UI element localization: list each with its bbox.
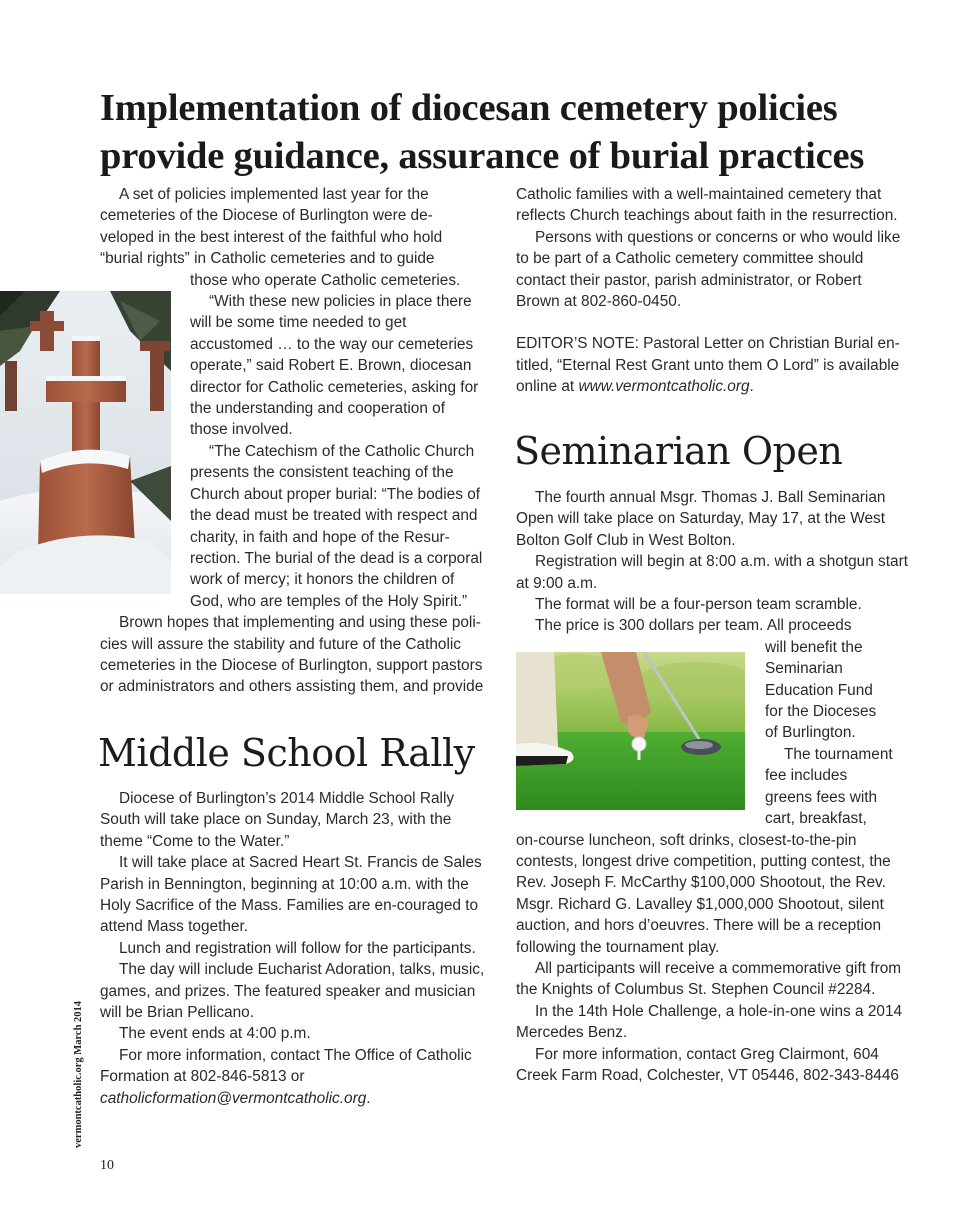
image-wrapped-text <box>100 270 485 613</box>
editor-note-suffix: . <box>749 378 754 396</box>
seminarian-paragraph-line: cart, breakfast, <box>765 810 867 828</box>
seminarian-paragraph: In the 14th Hole Challenge, a hole-in-one wins a 2014 Mercedes Benz. <box>516 1002 903 1042</box>
article-paragraph-line: veloped in the best interest of the faithful who hold <box>100 228 443 246</box>
rally-paragraph: It will take place at Sacred Heart St. Francis de Sales Parish in Bennington, beginning at 10:00 a.m. with the Holy Sacrifice of the Mass. Families are en-couraged to attend Mass together. <box>100 854 482 936</box>
seminarian-paragraph: Registration will begin at 8:00 a.m. with a shotgun start at 9:00 a.m. <box>516 553 908 592</box>
editor-note <box>516 333 908 397</box>
seminarian-paragraph-line: of Burlington. <box>765 724 856 742</box>
seminarian-paragraph: The fourth annual Msgr. Thomas J. Ball Seminarian Open will take place on Saturday, May 17, at the West Bolton Golf Club in West Bolton. <box>516 489 886 549</box>
article-headline: Implementation of diocesan cemetery policies provide guidance, assurance of burial practices <box>100 87 865 177</box>
seminarian-paragraph-line: Seminarian <box>765 660 843 678</box>
seminarian-paragraph: The format will be a four-person team scramble. <box>535 596 862 614</box>
rally-paragraph: The day will include Eucharist Adoration, talks, music, games, and prizes. The featured speaker and musician will be Brian Pellicano. <box>100 961 485 1022</box>
image-wrapped-text <box>516 637 908 830</box>
vertical-site-label: vermontcatholic.org March 2014 <box>73 1000 84 1148</box>
editor-note-link[interactable]: www.vermontcatholic.org <box>578 378 750 396</box>
rally-paragraph: Diocese of Burlington’s 2014 Middle School Rally South will take place on Sunday, March 23, with the theme “Come to the Water.” <box>100 790 455 850</box>
article-paragraph-line: those who operate Catholic cemeteries. <box>190 271 461 289</box>
article-left-column <box>100 184 485 698</box>
seminarian-paragraph-line: Education Fund <box>765 681 873 699</box>
rally-contact <box>100 1045 485 1109</box>
seminarian-paragraph-line: for the Dioceses <box>765 703 877 721</box>
rally-paragraph: The event ends at 4:00 p.m. <box>119 1025 311 1043</box>
seminarian-paragraph-line: The price is 300 dollars per team. All proceeds <box>535 617 852 635</box>
article-paragraph: Catholic families with a well-maintained cemetery that reflects Church teachings about faith in the resurrection. <box>516 186 898 225</box>
article-paragraph-line: A set of policies implemented last year for the <box>119 186 429 203</box>
article-paragraph: Brown hopes that implementing and using these poli-cies will assure the stability and future of the Catholic cemeteries in the Diocese of Burlington, support pastors or administrators and others assisting them, and provide <box>100 614 484 696</box>
rally-paragraph: Lunch and registration will follow for the participants. <box>119 939 476 957</box>
article-paragraph: Persons with questions or concerns or who would like to be part of a Catholic cemetery committee should contact their pastor, parish administrator, or Robert Brown at 802-860-0450. <box>516 228 901 311</box>
page-number: 10 <box>100 1158 114 1173</box>
seminarian-paragraph-line: The tournament <box>784 745 893 763</box>
article-paragraph-line: “burial rights” in Catholic cemeteries and to guide <box>100 250 435 268</box>
seminarian-title: Seminarian Open <box>514 429 843 473</box>
article-paragraph-line: cemeteries of the Diocese of Burlington were de- <box>100 207 433 225</box>
seminarian-paragraph-line: fee includes <box>765 767 848 785</box>
seminarian-paragraph-line: greens fees with <box>765 788 878 806</box>
seminarian-paragraph: All participants will receive a commemorative gift from the Knights of Columbus St. Stephen Council #2284. <box>516 959 902 999</box>
rally-body <box>100 788 485 1109</box>
article-right-column <box>516 184 908 398</box>
article-paragraph: “With these new policies in place there will be some time needed to get accustomed … to the way our cemeteries operate,” said Robert E. Brown, diocesan director for Catholic cemeteries, asking for the understanding and cooperation of those involved. <box>190 293 479 439</box>
rally-contact-text: For more information, contact The Office of Catholic Formation at 802-846-5813 or <box>100 1046 472 1086</box>
rally-title: Middle School Rally <box>98 731 475 775</box>
seminarian-paragraph: on-course luncheon, soft drinks, closest-to-the-pin contests, longest drive competition, putting contest, the Rev. Joseph F. McCarthy $100,000 Shootout, the Rev. Msgr. Richard G. Lavalley $1,000,000 Shootout, silent auction, and hors d’oeuvres. There will be a reception following the tournament play. <box>516 831 891 956</box>
article-paragraph: “The Catechism of the Catholic Church presents the consistent teaching of the Church about proper burial: “The bodies of the dead must be treated with respect and charity, in faith and hope of the Resur-rection. The burial of the dead is a corporal work of mercy; it honors the children of God, who are temples of the Holy Spirit.” <box>190 442 483 610</box>
seminarian-paragraph: For more information, contact Greg Clairmont, 604 Creek Farm Road, Colchester, VT 05446, 802-343-8446 <box>516 1045 899 1084</box>
rally-contact-suffix: . <box>366 1089 371 1107</box>
seminarian-body <box>516 487 908 1086</box>
rally-email-link[interactable]: catholicformation@vermontcatholic.org <box>100 1089 367 1107</box>
seminarian-paragraph-line: will benefit the <box>765 638 863 656</box>
editor-note-text: EDITOR’S NOTE: Pastoral Letter on Christian Burial en-titled, “Eternal Rest Grant unto them O Lord” is available online at <box>516 335 900 396</box>
